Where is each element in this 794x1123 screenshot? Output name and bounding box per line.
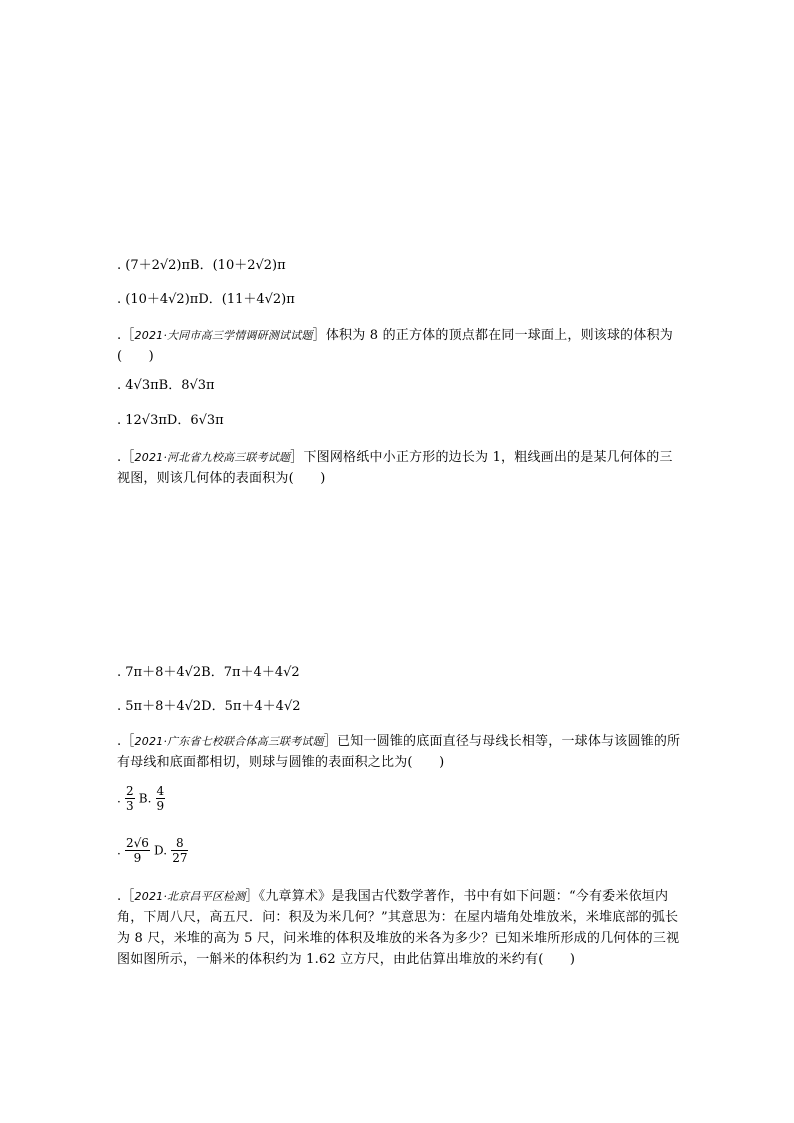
three-view-figure-area [117, 487, 682, 647]
question-lead: .［ [117, 889, 135, 904]
question-q5 [117, 886, 682, 970]
question-text: ］下图网格纸中小正方形的边长为 1，粗线画出的是某几何体的三视图，则该几何体的表面积为( ) [117, 450, 673, 486]
question-text: ］《九章算术》是我国古代数学著作，书中有如下问题：“今有委米依垣内角，下周八尺，高五尺．问：积及为米几何？”其意思为：在屋内墙角处堆放米，米堆底部的弧长为 8 尺，米堆的高为 5 尺，问米堆的体积及堆放的米各为多少？已知米堆所形成的几何体的三视图如图所示，一斛米的体积约为 1.62 立方尺，由此估算出堆放的米约有( ) [117, 889, 680, 967]
question-text: ］体积为 8 的正方体的顶点都在同一球面上，则该球的体积为( ) [117, 328, 673, 364]
question-q4 [117, 731, 682, 773]
question-lead: .［ [117, 328, 135, 343]
question-q3 [117, 447, 682, 489]
option-label-d: D. [154, 843, 168, 858]
fraction-d: $\frac{8}{27}$ [172, 836, 188, 865]
option-line-q4-cd: . $\frac{2√6}{9}$ D. $\frac{8}{27}$ [117, 836, 188, 865]
option-line-q1-ab: . (7＋2√2)πB．(10＋2√2)π [117, 258, 286, 273]
fraction-a: $\frac{2}{3}$ [125, 784, 134, 813]
fraction-c: $\frac{2√6}{9}$ [125, 836, 149, 865]
option-line-q3-ab: . 7π＋8＋4√2B．7π＋4＋4√2 [117, 665, 300, 680]
option-line-q2-ab: . 4√3πB．8√3π [117, 378, 215, 393]
question-lead: .［ [117, 734, 135, 749]
question-lead: .［ [117, 450, 135, 465]
option-line-q4-ab: . $\frac{2}{3}$ B. $\frac{4}{9}$ [117, 784, 165, 813]
question-text: ］已知一圆锥的底面直径与母线长相等，一球体与该圆锥的所有母线和底面都相切，则球与圆锥的表面积之比为( ) [117, 734, 681, 770]
option-line-q2-cd: . 12√3πD．6√3π [117, 413, 224, 428]
option-label-b: B. [138, 791, 152, 806]
question-source: 2021·大同市高三学情调研测试试题 [134, 329, 313, 342]
question-source: 2021·广东省七校联合体高三联考试题 [134, 735, 324, 748]
fraction-b: $\frac{4}{9}$ [156, 784, 165, 813]
option-line-q3-cd: . 5π＋8＋4√2D．5π＋4＋4√2 [117, 699, 301, 714]
option-line-q1-cd: . (10＋4√2)πD．(11＋4√2)π [117, 292, 295, 307]
question-source: 2021·北京昌平区检测 [134, 890, 246, 903]
question-source: 2021·河北省九校高三联考试题 [134, 451, 291, 464]
question-q2 [117, 325, 682, 367]
